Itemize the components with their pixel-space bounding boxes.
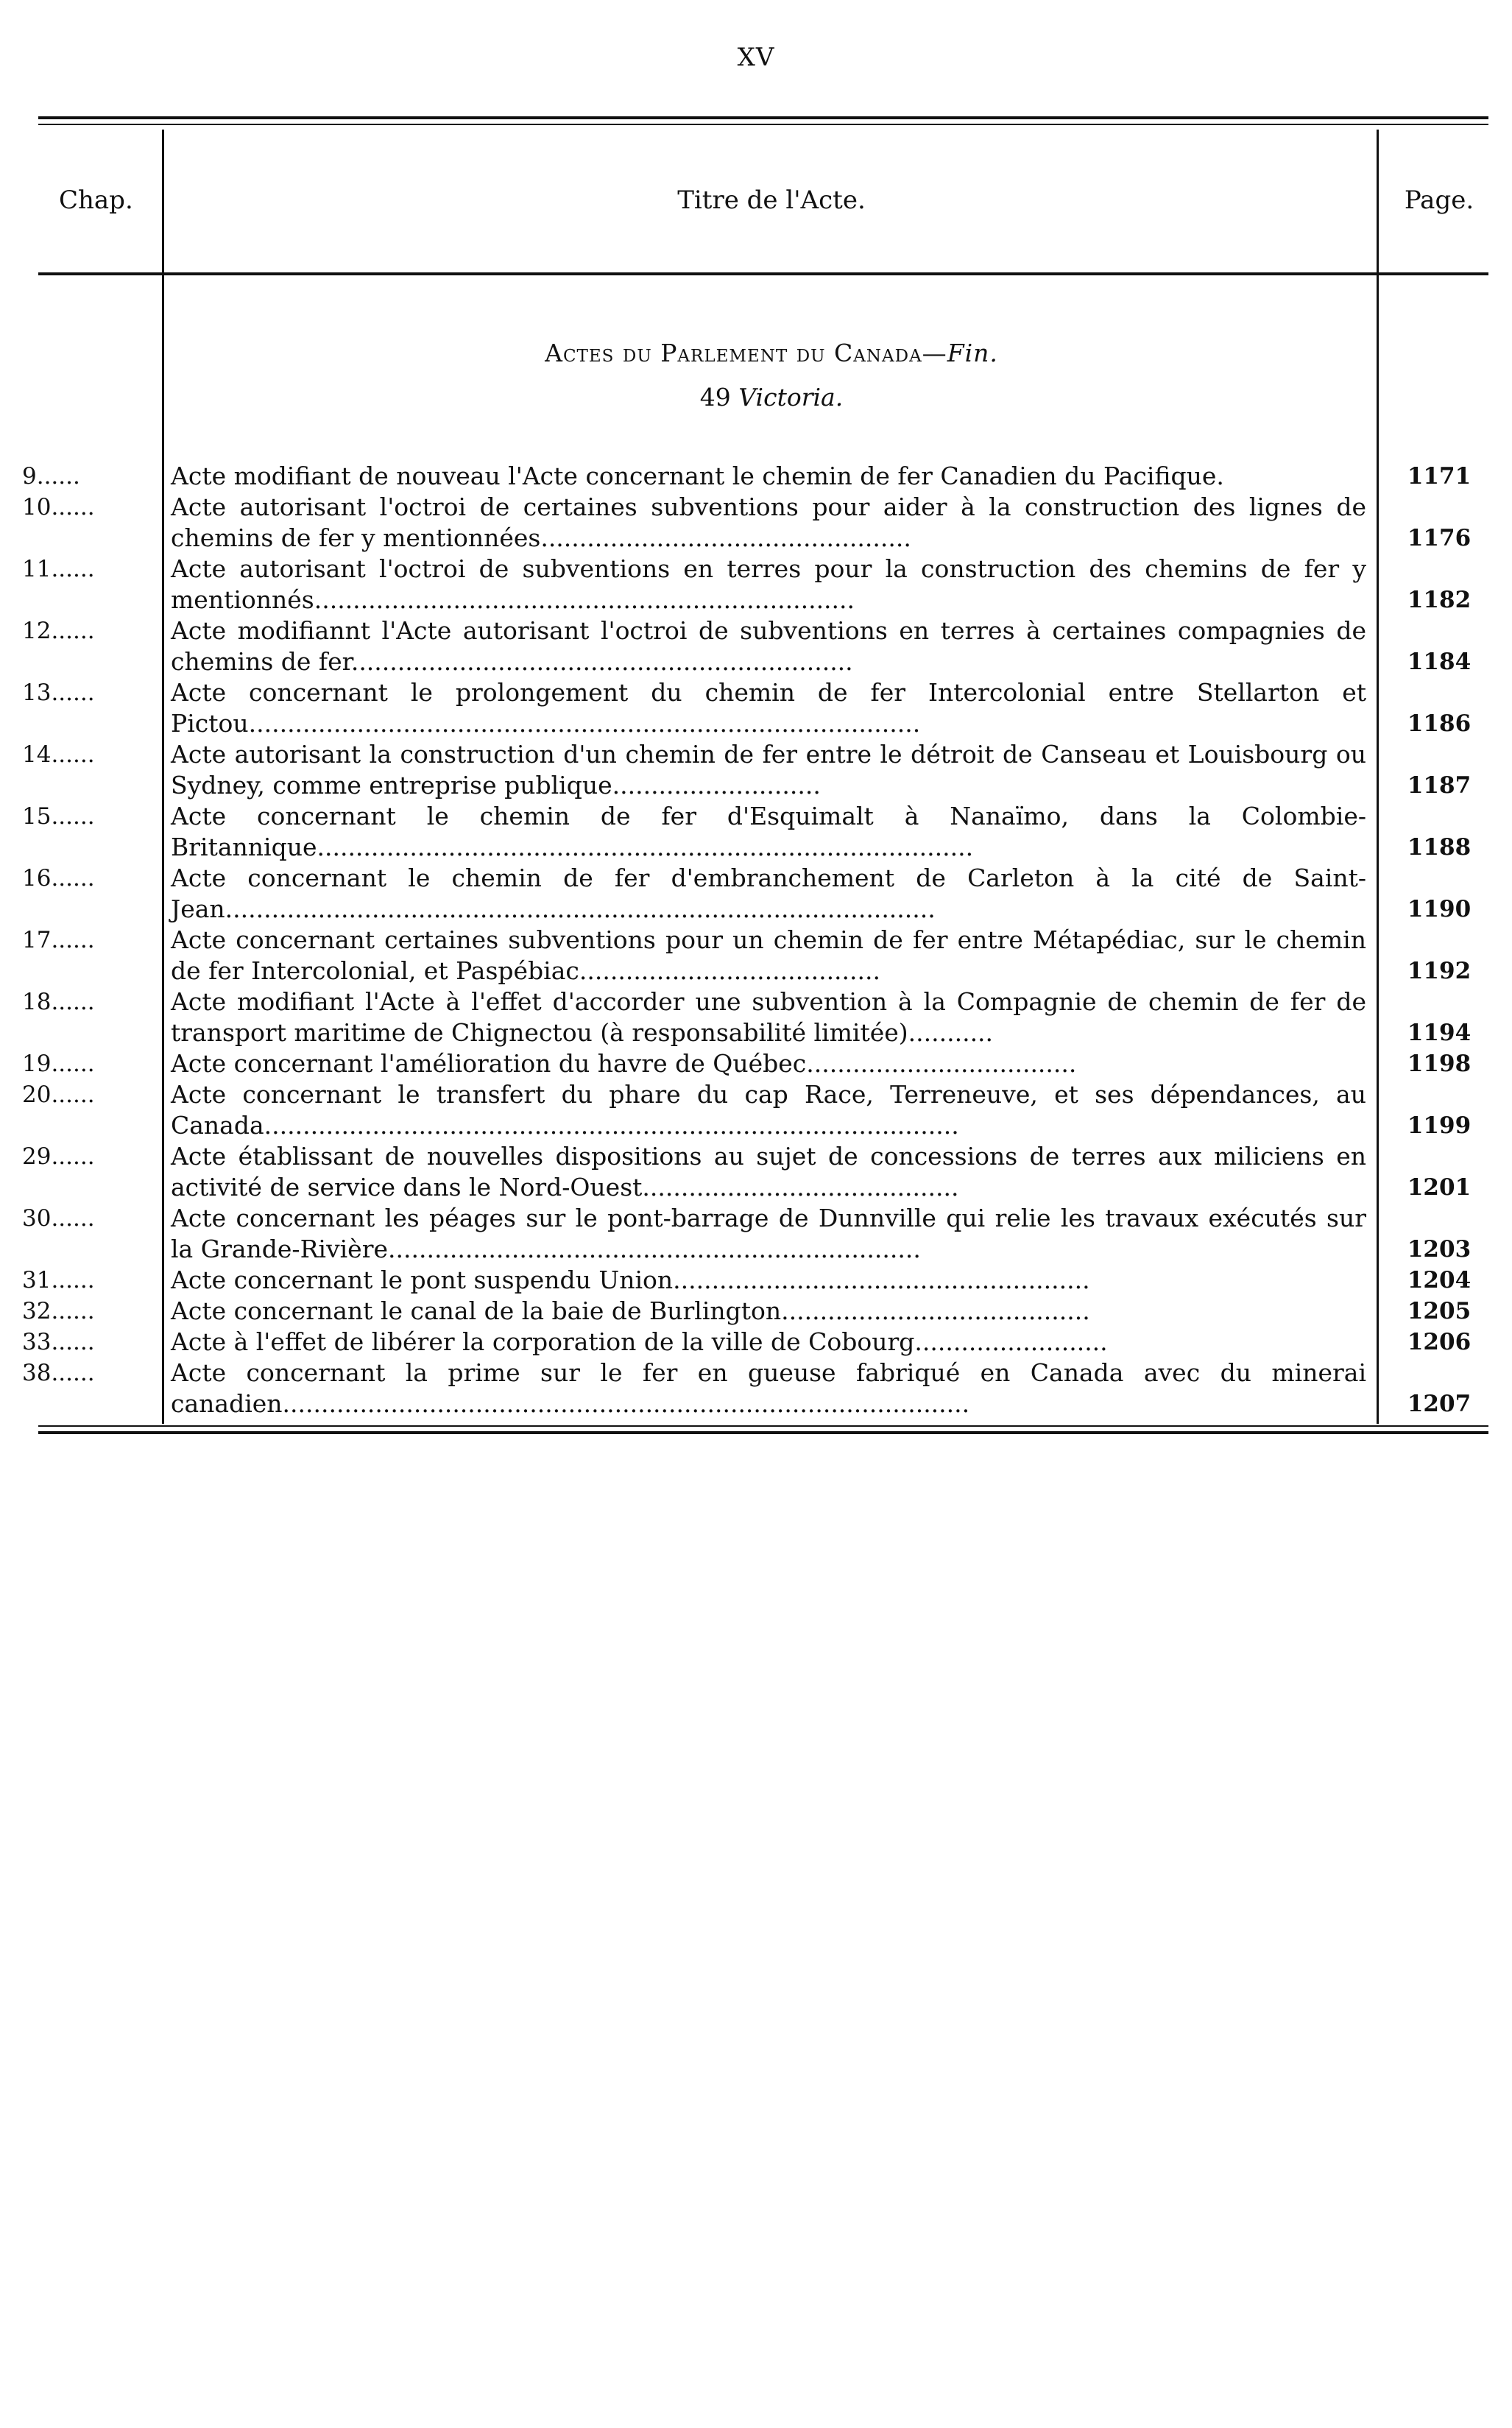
section-subheading (168, 383, 1375, 412)
act-title: Acte concernant les péages sur le pont-barrage de Dunnville qui relie les travaux exécutés sur la Grande-Rivière..................................................................... (171, 1204, 1366, 1263)
page-ref: 1199 (1407, 1112, 1472, 1139)
act-entry (0, 1079, 1512, 1141)
header-chap: Chap. (59, 186, 133, 215)
page-ref: 1207 (1407, 1391, 1472, 1417)
act-entry (0, 677, 1512, 739)
top-rule-thick (38, 116, 1488, 119)
chapter-number: 31...... (22, 1267, 95, 1294)
chapter-number: 10...... (22, 494, 95, 520)
subheading-victoria: Victoria. (738, 383, 844, 412)
chapter-number: 19...... (22, 1051, 95, 1077)
act-entry (0, 1048, 1512, 1079)
page-ref: 1188 (1407, 834, 1472, 861)
act-title: Acte à l'effet de libérer la corporation de la ville de Cobourg......................... (171, 1327, 1108, 1356)
chapter-number: 17...... (22, 927, 95, 953)
act-entry (0, 492, 1512, 554)
act-title: Acte concernant le transfert du phare du cap Race, Terreneuve, et ses dépendances, au Canada.......................................................................................... (171, 1080, 1366, 1140)
chapter-number: 30...... (22, 1205, 95, 1232)
act-title: Acte autorisant l'octroi de certaines subventions pour aider à la construction des lignes de chemins de fer y mentionnées................................................ (171, 493, 1366, 552)
act-entry (0, 801, 1512, 863)
page-ref: 1190 (1407, 896, 1472, 922)
page-ref: 1184 (1407, 649, 1472, 675)
page-ref: 1187 (1407, 772, 1472, 799)
act-entry (0, 615, 1512, 677)
header-page: Page. (1404, 186, 1474, 215)
act-entry (0, 1296, 1512, 1327)
chapter-number: 38...... (22, 1360, 95, 1386)
act-entry (0, 1265, 1512, 1296)
act-title: Acte modifiant de nouveau l'Acte concernant le chemin de fer Canadien du Pacifique. (171, 462, 1224, 490)
chapter-number: 9...... (22, 463, 80, 490)
chapter-number: 15...... (22, 803, 95, 830)
page-number: XV (737, 43, 775, 72)
bottom-rule-thin (38, 1425, 1488, 1427)
chapter-number: 14...... (22, 741, 95, 768)
act-entry (0, 554, 1512, 615)
act-entry (0, 987, 1512, 1048)
chapter-number: 11...... (22, 556, 95, 582)
act-entry (0, 739, 1512, 801)
act-title: Acte modifiannt l'Acte autorisant l'octroi de subventions en terres à certaines compagnies de chemins de fer................................................................. (171, 616, 1366, 676)
act-title: Acte concernant le chemin de fer d'embranchement de Carleton à la cité de Saint-Jean............................................................................................ (171, 864, 1366, 923)
entries-list (0, 461, 1512, 1419)
page-ref: 1198 (1407, 1051, 1472, 1077)
bottom-rule-thick (38, 1431, 1488, 1434)
page-ref: 1192 (1407, 958, 1472, 984)
chapter-number: 33...... (22, 1329, 95, 1355)
act-title: Acte concernant la prime sur le fer en gueuse fabriqué en Canada avec du minerai canadien......................................................................................... (171, 1358, 1366, 1418)
act-title: Acte concernant certaines subventions pour un chemin de fer entre Métapédiac, sur le chemin de fer Intercolonial, et Paspébiac....................................... (171, 925, 1366, 985)
act-entry (0, 1358, 1512, 1419)
act-entry (0, 863, 1512, 925)
section-heading-fin: Fin. (947, 339, 998, 367)
act-entry (0, 925, 1512, 987)
page-ref: 1186 (1407, 710, 1472, 737)
section-heading (168, 339, 1375, 367)
page-ref: 1203 (1407, 1236, 1472, 1263)
act-title: Acte autorisant la construction d'un chemin de fer entre le détroit de Canseau et Louisbourg ou Sydney, comme entreprise publique........................... (171, 740, 1366, 800)
act-entry (0, 461, 1512, 492)
act-title: Acte établissant de nouvelles dispositions au sujet de concessions de terres aux miliciens en activité de service dans le Nord-Ouest......................................... (171, 1142, 1366, 1201)
page-ref: 1204 (1407, 1267, 1472, 1294)
page-ref: 1171 (1407, 463, 1472, 490)
act-title: Acte concernant le pont suspendu Union...................................................... (171, 1266, 1090, 1294)
top-rule-thin (38, 124, 1488, 125)
section-heading-text: Actes du Parlement du Canada— (545, 339, 947, 367)
chapter-number: 16...... (22, 865, 95, 892)
chapter-number: 12...... (22, 618, 95, 644)
page-ref: 1206 (1407, 1329, 1472, 1355)
page-ref: 1201 (1407, 1174, 1472, 1201)
act-entry (0, 1141, 1512, 1203)
header-rule (38, 272, 1488, 275)
page-ref: 1205 (1407, 1298, 1472, 1324)
chapter-number: 32...... (22, 1298, 95, 1324)
header-title: Titre de l'Acte. (677, 186, 866, 215)
act-title: Acte autorisant l'octroi de subventions en terres pour la construction des chemins de fer y mentionnés...................................................................... (171, 554, 1366, 614)
act-title: Acte modifiant l'Acte à l'effet d'accorder une subvention à la Compagnie de chemin de fer de transport maritime de Chignectou (à responsabilité limitée)........... (171, 987, 1366, 1047)
chapter-number: 20...... (22, 1081, 95, 1108)
chapter-number: 13...... (22, 680, 95, 706)
act-entry (0, 1203, 1512, 1265)
act-title: Acte concernant le canal de la baie de Burlington........................................ (171, 1296, 1090, 1325)
act-title: Acte concernant le prolongement du chemin de fer Intercolonial entre Stellarton et Pictou....................................................................................... (171, 678, 1366, 738)
chapter-number: 18...... (22, 989, 95, 1015)
chapter-number: 29...... (22, 1143, 95, 1170)
act-title: Acte concernant le chemin de fer d'Esquimalt à Nanaïmo, dans la Colombie-Britannique..................................................................................... (171, 802, 1366, 861)
act-title: Acte concernant l'amélioration du havre de Québec................................... (171, 1049, 1077, 1078)
page-ref: 1176 (1407, 525, 1472, 551)
act-entry (0, 1327, 1512, 1358)
page-ref: 1182 (1407, 587, 1472, 613)
subheading-number: 49 (699, 383, 739, 412)
page-ref: 1194 (1407, 1020, 1472, 1046)
